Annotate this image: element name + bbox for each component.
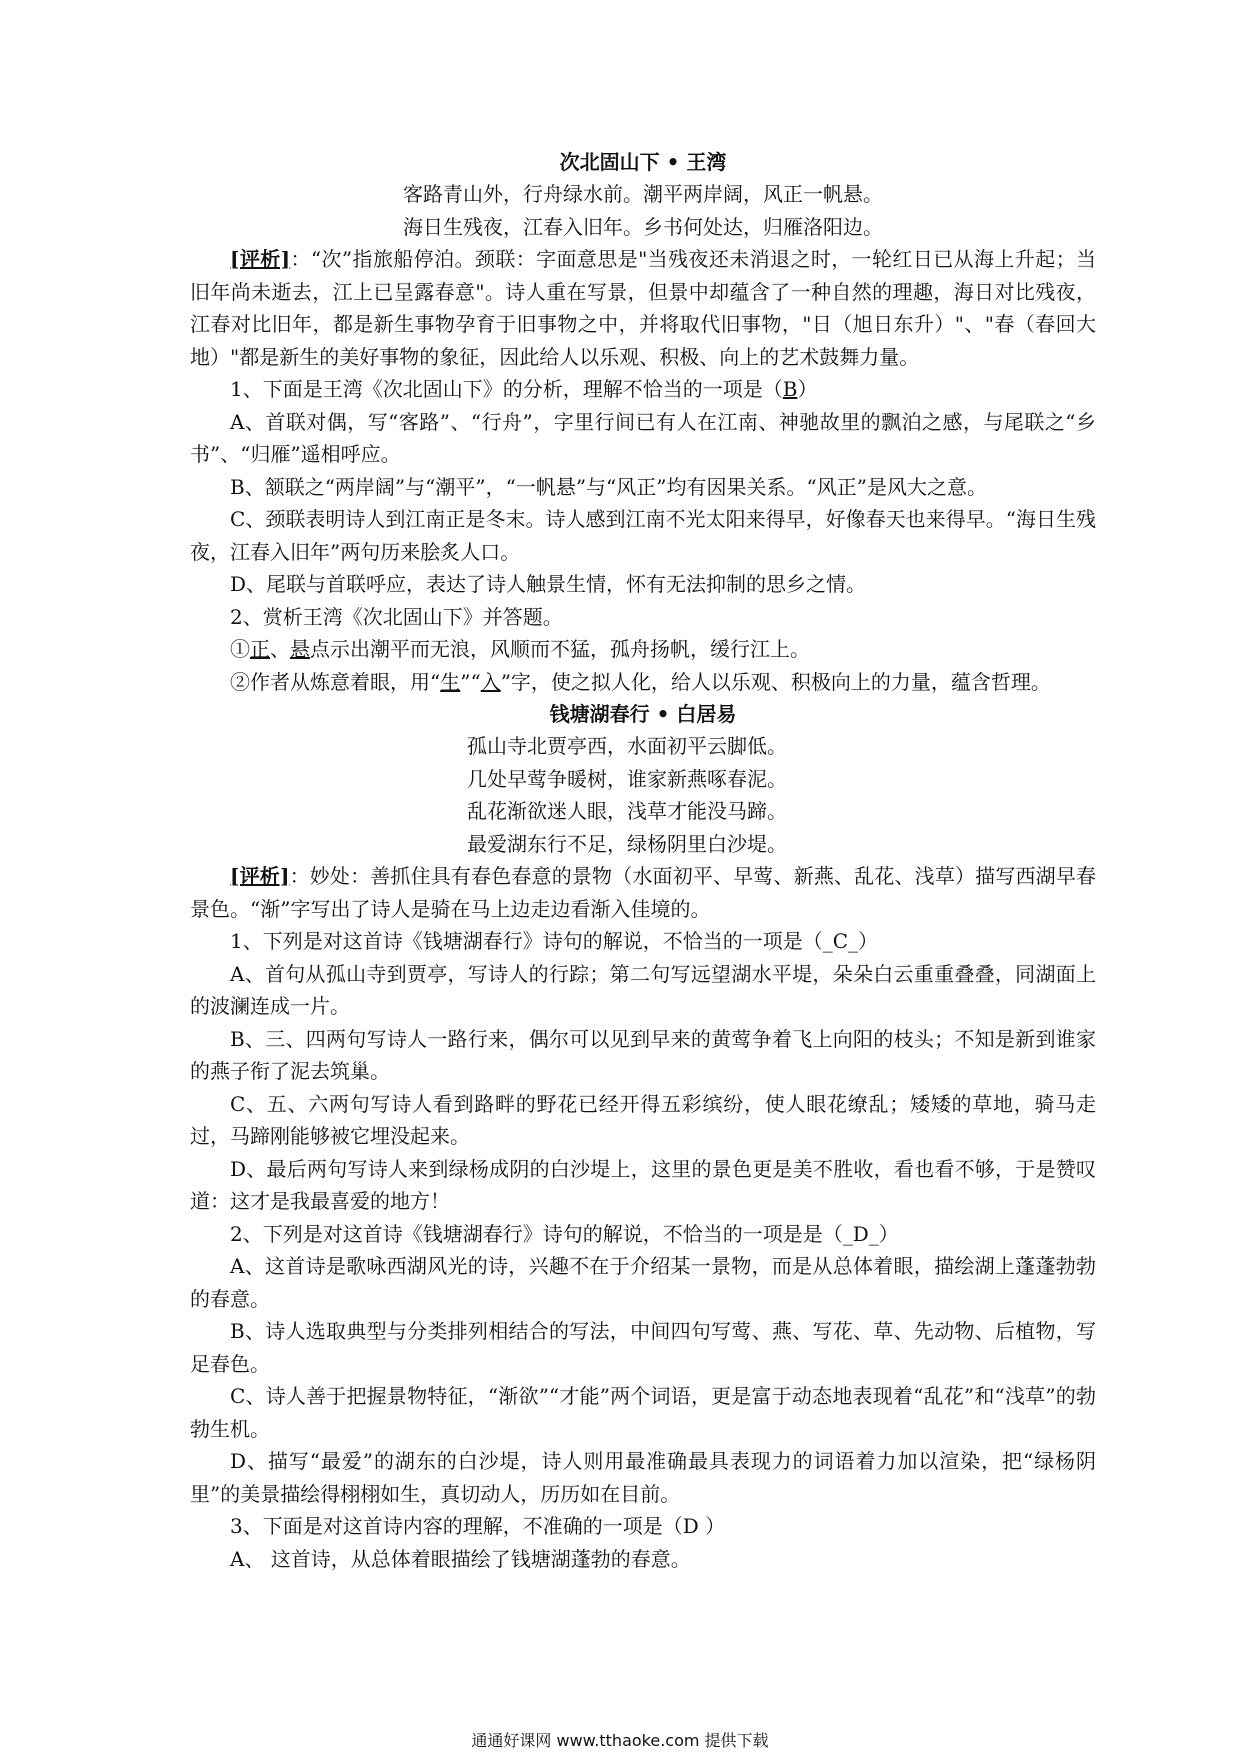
analysis-text: ：妙处：善抓住具有春色春意的景物（水面初平、早莺、新燕、乱花、浅草）描写西湖早春景色。“渐”字写出了诗人是骑在马上边走边看渐入佳境的。 [190,864,1096,921]
question [190,373,1096,406]
option: D、尾联与首联呼应，表达了诗人触景生情，怀有无法抑制的思乡之情。 [230,572,867,596]
sep: ”“ [460,669,481,694]
poem1-title: 次北固山下 • 王湾 [559,150,727,174]
question [190,1218,1096,1251]
question: 3、下面是对这首诗内容的理解，不准确的一项是（D ） [230,1514,726,1538]
option: C、五、六两句写诗人看到路畔的野花已经开得五彩缤纷，使人眼花缭乱；矮矮的草地，骑马走过，马蹄刚能够被它埋没起来。 [190,1091,1096,1148]
question: 2、赏析王湾《次北固山下》并答题。 [230,604,563,629]
question-stem: 1、下面是王湾《次北固山下》的分析，理解不恰当的一项是（ [230,377,783,401]
answer: _C_ [822,929,859,953]
poem2-title: 钱塘湖春行 • 白居易 [549,702,737,726]
question-stem: 1、下列是对这首诗《钱塘湖春行》诗句的解说，不恰当的一项是（ [230,929,823,953]
poem1-analysis [190,243,1096,373]
option: B、颔联之“两岸阔”与“潮平”，“一帆悬”与“风正”均有因果关系。“风正”是风大之意。 [230,474,987,499]
answer-text: ”字，使之拟人化，给人以乐观、积极向上的力量，蕴含哲理。 [500,669,1051,694]
question [190,925,1096,958]
question-close: ） [858,929,879,953]
poem1-line: 海日生残夜，江春入旧年。乡书何处达，归雁洛阳边。 [403,214,883,239]
poem2-analysis [190,860,1096,925]
answer: 入 [480,669,501,694]
sep: 、 [270,637,290,661]
marker: ① [230,637,250,661]
question-close: ） [797,377,818,401]
answer: B [782,377,798,401]
option: D、最后两句写诗人来到绿杨成阴的白沙堤上，这里的景色更是美不胜收，看也看不够，于是赞叹道：这才是我最喜爱的地方！ [190,1156,1096,1213]
option: A、这首诗是歌咏西湖风光的诗，兴趣不在于介绍某一景物，而是从总体着眼，描绘湖上蓬蓬勃勃的春意。 [190,1254,1096,1311]
option: B、三、四两句写诗人一路行来，偶尔可以见到早来的黄莺争着飞上向阳的枝头；不知是新到谁家的燕子衔了泥去筑巢。 [190,1026,1096,1083]
answer-line [190,666,1096,699]
option: D、描写“最爱”的湖东的白沙堤，诗人则用最准确最具表现力的词语着力加以渲染，把“绿杨阴里”的美景描绘得栩栩如生，真切动人，历历如在目前。 [190,1449,1096,1506]
option: C、诗人善于把握景物特征，“渐欲”“才能”两个词语，更是富于动态地表现着“乱花”和“浅草”的勃勃生机。 [190,1384,1096,1441]
answer: _D_ [842,1221,879,1246]
document-body [190,146,1096,1575]
poem2-line: 乱花渐欲迷人眼，浅草才能没马蹄。 [467,799,787,823]
poem1-line: 客路青山外，行舟绿水前。潮平两岸阔，风正一帆悬。 [403,182,883,206]
poem2-line: 孤山寺北贾亭西，水面初平云脚低。 [467,734,787,758]
option: A、 这首诗，从总体着眼描绘了钱塘湖蓬勃的春意。 [230,1546,691,1571]
answer: 生 [440,669,461,694]
answer-text: ②作者从炼意着眼，用“ [230,669,441,694]
page-footer: 通通好课网 www.tthaoke.com 提供下载 [471,1731,769,1750]
answer: 正 [250,637,270,661]
answer-line [190,633,1096,666]
option: A、首句从孤山寺到贾亭，写诗人的行踪；第二句写远望湖水平堤，朵朵白云重重叠叠，同湖面上的波澜连成一片。 [190,961,1096,1018]
answer-text: 点示出潮平而无浪，风顺而不猛，孤舟扬帆，缓行江上。 [310,637,810,661]
question-close: ） [878,1221,899,1246]
option: C、颈联表明诗人到江南正是冬末。诗人感到江南不光太阳来得早，好像春天也来得早。“海日生残夜，江春入旧年”两句历来脍炙人口。 [190,507,1096,564]
analysis-tag: [评析] [230,864,290,888]
question-stem: 2、下列是对这首诗《钱塘湖春行》诗句的解说，不恰当的一项是是（ [230,1221,843,1246]
analysis-text: ：“次”指旅船停泊。颈联：字面意思是"当残夜还未消退之时，一轮红日已从海上升起；当旧年尚未逝去，江上已呈露春意"。诗人重在写景，但景中却蕴含了一种自然的理趣，海日对比残夜，江春对比旧年，都是新生事物孕育于旧事物之中，并将取代旧事物，"日（旭日东升）"、"春（春回大地）"都是新生的美好事物的象征，因此给人以乐观、积极、向上的艺术鼓舞力量。 [190,247,1096,369]
poem2-line: 最爱湖东行不足，绿杨阴里白沙堤。 [467,831,787,856]
option: B、诗人选取典型与分类排列相结合的写法，中间四句写莺、燕、写花、草、先动物、后植物，写足春色。 [190,1319,1096,1376]
poem2-lines [190,730,1096,860]
answer: 悬 [290,637,310,661]
poem2-line: 几处早莺争暖树，谁家新燕啄春泥。 [467,766,787,791]
option: A、首联对偶，写“客路”、“行舟”，字里行间已有人在江南、神驰故里的飘泊之感，与尾联之“乡书”、“归雁”遥相呼应。 [190,409,1096,466]
analysis-tag: [评析] [230,247,291,271]
